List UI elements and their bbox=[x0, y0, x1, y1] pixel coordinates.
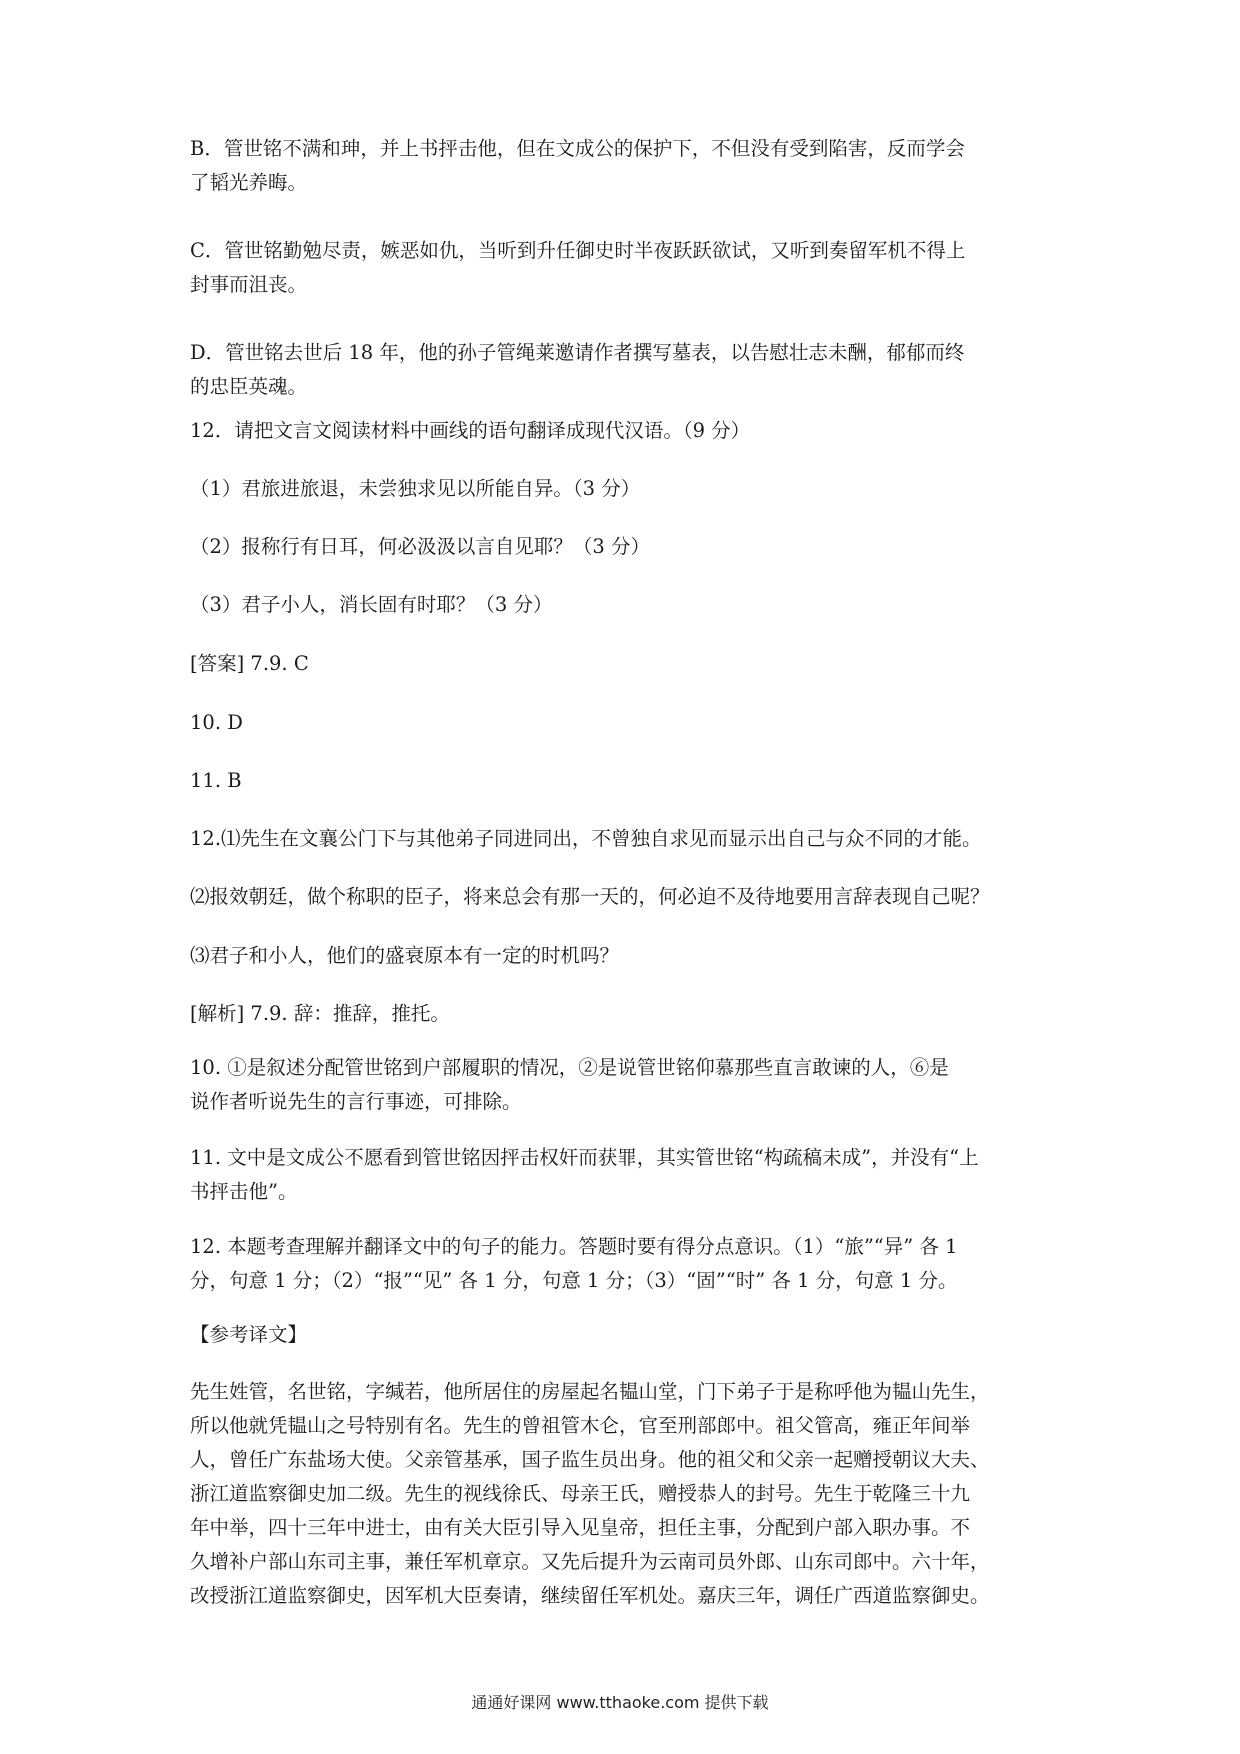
option-c-line-1: C．管世铭勤勉尽责，嫉恶如仇，当听到升任御史时半夜跃跃欲试，又听到奏留军机不得上 bbox=[190, 239, 966, 262]
option-b-line-1: B．管世铭不满和珅，并上书抨击他，但在文成公的保护下，不但没有受到陷害，反而学会 bbox=[190, 137, 965, 160]
translation-heading: 【参考译文】 bbox=[190, 1323, 308, 1346]
answer-header: [答案] 7.9. C bbox=[190, 652, 309, 675]
translation-body bbox=[190, 1375, 1060, 1613]
option-c bbox=[190, 234, 1060, 302]
translation-line: 人，曾任广东盐场大使。父亲管基承，国子监生员出身。他的祖父和父亲一起赠授朝议大夫、 bbox=[190, 1448, 990, 1471]
analysis-12 bbox=[190, 1230, 1060, 1298]
option-d-line-2: 的忠臣英魂。 bbox=[190, 375, 308, 398]
page-footer: 通通好课网 www.tthaoke.com 提供下载 bbox=[471, 1693, 769, 1712]
analysis-11-line-2: 书抨击他”。 bbox=[190, 1180, 298, 1203]
question-12-item-1: （1）君旅进旅退，未尝独求见以所能自异。（3 分） bbox=[190, 477, 641, 500]
question-12-item-2: （2）报称行有日耳，何必汲汲以言自见耶？（3 分） bbox=[190, 535, 651, 558]
option-c-line-2: 封事而沮丧。 bbox=[190, 273, 308, 296]
translation-line: 先生姓管，名世铭，字缄若，他所居住的房屋起名韫山堂，门下弟子于是称呼他为韫山先生， bbox=[190, 1380, 990, 1403]
analysis-12-line-1: 12. 本题考查理解并翻译文中的句子的能力。答题时要有得分点意识。（1）“旅”“异” 各 1 bbox=[190, 1235, 958, 1258]
translation-line: 年中举，四十三年中进士，由有关大臣引导入见皇帝，担任主事，分配到户部入职办事。不 bbox=[190, 1516, 971, 1539]
answer-12-part-2: ⑵报效朝廷，做个称职的臣子，将来总会有那一天的，何必迫不及待地要用言辞表现自己呢？ bbox=[190, 885, 990, 908]
question-12-item-3: （3）君子小人，消长固有时耶？（3 分） bbox=[190, 593, 553, 616]
option-d bbox=[190, 336, 1060, 404]
question-12-prompt: 12．请把文言文阅读材料中画线的语句翻译成现代汉语。（9 分） bbox=[190, 419, 751, 442]
answer-12-part-3: ⑶君子和小人，他们的盛衰原本有一定的时机吗？ bbox=[190, 944, 620, 967]
analysis-10-line-1: 10. ①是叙述分配管世铭到户部履职的情况，②是说管世铭仰慕那些直言敢谏的人，⑥是 bbox=[190, 1056, 949, 1079]
answer-12-part-1: 12.⑴先生在文襄公门下与其他弟子同进同出，不曾独自求见而显示出自己与众不同的才能。 bbox=[190, 827, 982, 850]
analysis-10 bbox=[190, 1051, 1060, 1119]
option-d-line-1: D．管世铭去世后 18 年，他的孙子管绳莱邀请作者撰写墓表，以告慰壮志未酬，郁郁而终 bbox=[190, 341, 965, 364]
analysis-12-line-2: 分，句意 1 分；（2）“报”“见” 各 1 分，句意 1 分；（3）“固”“时” 各 1 分，句意 1 分。 bbox=[190, 1269, 958, 1292]
translation-line: 久增补户部山东司主事，兼任军机章京。又先后提升为云南司员外郎、山东司郎中。六十年， bbox=[190, 1550, 990, 1573]
analysis-11-line-1: 11. 文中是文成公不愿看到管世铭因抨击权奸而获罪，其实管世铭“构疏稿未成”，并没有“上 bbox=[190, 1146, 979, 1169]
answer-10: 10. D bbox=[190, 711, 243, 734]
translation-line: 所以他就凭韫山之号特别有名。先生的曾祖管木仑，官至刑部郎中。祖父管高，雍正年间举 bbox=[190, 1414, 971, 1437]
translation-line: 浙江道监察御史加二级。先生的视线徐氏、母亲王氏，赠授恭人的封号。先生于乾隆三十九 bbox=[190, 1482, 971, 1505]
answer-11: 11. B bbox=[190, 769, 242, 792]
analysis-10-line-2: 说作者听说先生的言行事迹，可排除。 bbox=[190, 1090, 522, 1113]
analysis-header: [解析] 7.9. 辞：推辞，推托。 bbox=[190, 1002, 450, 1025]
analysis-11 bbox=[190, 1141, 1060, 1209]
translation-line: 改授浙江道监察御史，因军机大臣奏请，继续留任军机处。嘉庆三年，调任广西道监察御史。 bbox=[190, 1584, 990, 1607]
option-b bbox=[190, 132, 1060, 200]
option-b-line-2: 了韬光养晦。 bbox=[190, 171, 308, 194]
